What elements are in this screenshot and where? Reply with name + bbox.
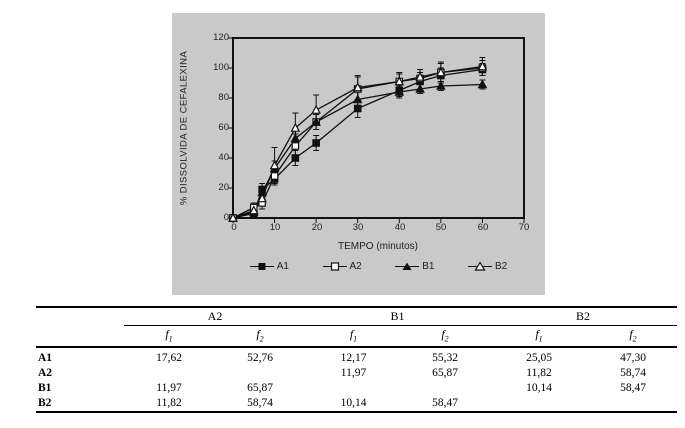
f2-header: $f_2$ xyxy=(589,326,677,348)
f2-header: $f_2$ xyxy=(401,326,489,348)
table-corner-cell xyxy=(36,326,124,348)
legend-label: B2 xyxy=(495,261,508,272)
legend-item-a1 xyxy=(250,261,289,272)
row-label: B2 xyxy=(38,397,52,410)
table-cell: 58,74 xyxy=(247,397,273,410)
column-group-b2: B2 xyxy=(489,307,677,326)
f1-header: $f_1$ xyxy=(489,326,589,348)
x-tick-label: 50 xyxy=(435,222,447,233)
y-axis-label: % DISSOLVIDA DE CEFALEXINA xyxy=(178,50,190,206)
y-tick-label: 20 xyxy=(218,182,229,193)
x-tick-label: 0 xyxy=(231,222,237,233)
legend-item-a2 xyxy=(323,261,362,272)
x-tick-label: 30 xyxy=(352,222,364,233)
row-label: A1 xyxy=(38,352,53,365)
legend-label: A2 xyxy=(349,261,362,272)
table-row xyxy=(36,396,677,412)
f1-header: $f_1$ xyxy=(124,326,214,348)
x-axis-title: TEMPO (minutos) xyxy=(337,241,419,252)
table-corner-cell xyxy=(36,307,124,326)
row-label: B1 xyxy=(38,382,52,395)
legend-label: B1 xyxy=(422,261,435,272)
table-cell: 65,87 xyxy=(247,382,273,395)
table-cell xyxy=(214,366,306,381)
table-cell xyxy=(589,396,677,412)
y-tick-label: 60 xyxy=(218,122,229,133)
x-tick-label: 70 xyxy=(518,222,530,233)
similarity-factors-table xyxy=(36,306,677,413)
table-group-header-row xyxy=(36,307,677,326)
table-cell: 11,82 xyxy=(526,367,552,380)
x-tick-label: 20 xyxy=(311,222,323,233)
table-cell: 52,76 xyxy=(247,352,273,365)
x-tick-label: 40 xyxy=(394,222,406,233)
open-square-marker-icon xyxy=(323,262,347,271)
table-cell: 11,97 xyxy=(156,382,182,395)
dissolution-chart-panel xyxy=(172,13,545,295)
table-cell: 58,74 xyxy=(620,367,646,380)
table-cell: 25,05 xyxy=(526,352,552,365)
y-tick-label: 0 xyxy=(223,212,229,223)
y-tick-label: 40 xyxy=(218,152,229,163)
table-cell: 58,47 xyxy=(620,382,646,395)
table-cell: 65,87 xyxy=(432,367,458,380)
f2-header: $f_2$ xyxy=(214,326,306,348)
legend-item-b1 xyxy=(395,261,434,272)
filled-square-marker-icon xyxy=(250,262,274,271)
y-tick-label: 120 xyxy=(213,32,229,43)
y-tick-label: 80 xyxy=(218,92,229,103)
legend-item-b2 xyxy=(468,261,507,272)
table-cell xyxy=(489,396,589,412)
column-group-a2: A2 xyxy=(124,307,306,326)
x-tick-label: 60 xyxy=(477,222,489,233)
table-cell: 10,14 xyxy=(526,382,552,395)
table-cell xyxy=(124,366,214,381)
table-cell: 10,14 xyxy=(340,397,367,410)
row-label: A2 xyxy=(38,367,53,380)
table-cell xyxy=(401,381,489,396)
filled-triangle-marker-icon xyxy=(395,262,419,271)
open-triangle-marker-icon xyxy=(468,262,492,271)
x-tick-label: 10 xyxy=(269,222,281,233)
chart-legend xyxy=(233,261,524,272)
f1-header: $f_1$ xyxy=(306,326,401,348)
table-cell: 11,82 xyxy=(156,397,182,410)
table-cell: 11,97 xyxy=(340,367,367,380)
table-cell: 17,62 xyxy=(156,352,182,365)
legend-label: A1 xyxy=(276,261,289,272)
table-row xyxy=(36,381,677,396)
table-cell: 55,32 xyxy=(432,352,458,365)
y-tick-label: 100 xyxy=(213,62,229,73)
table-subheader-row xyxy=(36,326,677,348)
column-group-b1: B1 xyxy=(306,307,489,326)
table-cell: 58,47 xyxy=(432,397,458,410)
table-row xyxy=(36,347,677,366)
table-cell: 47,30 xyxy=(620,352,646,365)
table-row xyxy=(36,366,677,381)
table-cell xyxy=(306,381,401,396)
table-cell: 12,17 xyxy=(340,352,367,365)
